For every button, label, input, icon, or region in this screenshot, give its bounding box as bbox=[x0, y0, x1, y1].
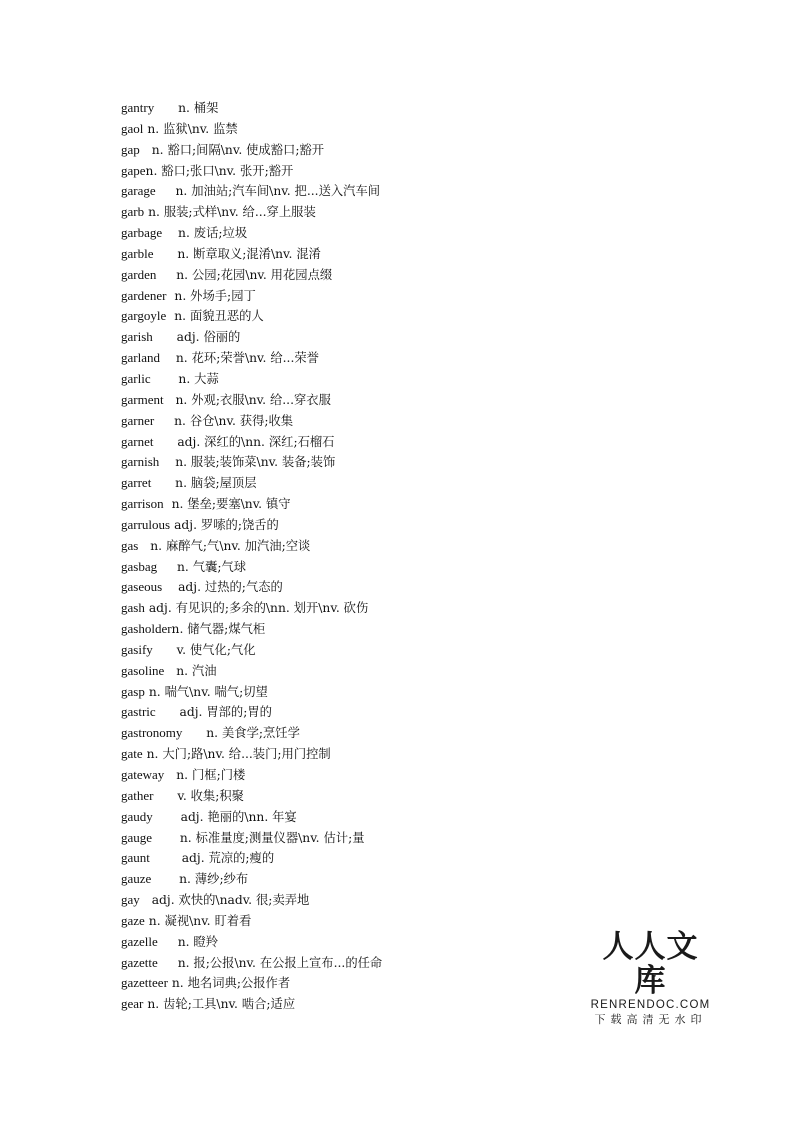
entry-word: gate bbox=[121, 746, 143, 762]
entry-separator bbox=[164, 496, 172, 511]
entry-separator bbox=[164, 767, 176, 782]
dictionary-entry bbox=[121, 452, 641, 473]
entry-definition: n. 标准量度;测量仪器\nv. 估计;量 bbox=[179, 830, 365, 845]
entry-definition: n. 面貌丑恶的人 bbox=[174, 309, 264, 324]
entry-word: gay bbox=[121, 892, 140, 908]
entry-word: gasify bbox=[121, 641, 153, 657]
entry-definition: n. 汽油 bbox=[176, 663, 217, 678]
entry-definition: n. 地名词典;公报作者 bbox=[171, 976, 291, 991]
dictionary-entry-list bbox=[121, 98, 641, 1015]
entry-word: gauge bbox=[121, 829, 153, 845]
entry-separator bbox=[154, 413, 174, 428]
entry-word: gateway bbox=[121, 767, 165, 782]
entry-definition: n. 加油站;汽车间\nv. 把...送入汽车间 bbox=[175, 184, 381, 199]
dictionary-entry bbox=[121, 619, 641, 640]
entry-definition: adj. 欢快的\nadv. 很;卖弄地 bbox=[151, 893, 310, 908]
entry-word: garlic bbox=[121, 370, 151, 386]
entry-word: gasbag bbox=[121, 558, 158, 574]
entry-separator bbox=[162, 579, 178, 594]
entry-word: garrison bbox=[121, 496, 164, 512]
entry-separator bbox=[156, 267, 176, 282]
entry-word: garb bbox=[121, 204, 145, 220]
dictionary-entry bbox=[121, 119, 641, 140]
entry-separator bbox=[151, 475, 175, 490]
entry-definition: n. 豁口;张口\nv. 张开;豁开 bbox=[145, 163, 294, 178]
dictionary-entry bbox=[121, 390, 641, 411]
entry-word: garage bbox=[121, 183, 156, 199]
entry-definition: adj. 胃部的;胃的 bbox=[179, 705, 272, 720]
dictionary-entry bbox=[121, 181, 641, 202]
entry-separator bbox=[151, 371, 179, 386]
entry-word: garble bbox=[121, 245, 154, 261]
entry-separator bbox=[158, 934, 178, 949]
entry-word: gazelle bbox=[121, 933, 158, 949]
entry-definition: n. 花环;荣誉\nv. 给...荣誉 bbox=[175, 351, 319, 366]
entry-word: garret bbox=[121, 475, 152, 491]
entry-word: garner bbox=[121, 412, 155, 428]
entry-word: garden bbox=[121, 266, 157, 282]
entry-definition: n. 美食学;烹饪学 bbox=[206, 726, 300, 741]
dictionary-entry bbox=[121, 411, 641, 432]
entry-separator bbox=[153, 642, 177, 657]
dictionary-entry bbox=[121, 994, 641, 1015]
entry-definition: adj. 深红的\nn. 深红;石榴石 bbox=[177, 434, 335, 449]
entry-definition: n. 瞪羚 bbox=[177, 934, 219, 949]
dictionary-entry bbox=[121, 848, 641, 869]
entry-definition: n. 储气器;煤气柜 bbox=[171, 622, 266, 637]
entry-definition: n. 谷仓\nv. 获得;收集 bbox=[174, 413, 294, 428]
entry-word: gastronomy bbox=[121, 725, 183, 741]
dictionary-entry bbox=[121, 265, 641, 286]
entry-definition: n. 外观;衣服\nv. 给...穿衣服 bbox=[175, 392, 331, 407]
entry-separator bbox=[152, 830, 180, 845]
entry-word: gazette bbox=[121, 954, 158, 970]
entry-separator bbox=[138, 538, 150, 553]
dictionary-entry bbox=[121, 682, 641, 703]
dictionary-entry bbox=[121, 98, 641, 119]
entry-word: gaunt bbox=[121, 850, 150, 866]
entry-word: garish bbox=[121, 329, 153, 345]
entry-definition: n. 齿轮;工具\nv. 啮合;适应 bbox=[147, 997, 296, 1012]
dictionary-entry bbox=[121, 786, 641, 807]
entry-definition: n. 大门;路\nv. 给...装门;用门控制 bbox=[146, 747, 331, 762]
dictionary-entry bbox=[121, 765, 641, 786]
entry-definition: n. 薄纱;纱布 bbox=[179, 872, 249, 887]
entry-separator bbox=[164, 392, 176, 407]
dictionary-entry bbox=[121, 515, 641, 536]
entry-separator bbox=[153, 246, 177, 261]
entry-definition: n. 外场手;园丁 bbox=[174, 288, 256, 303]
entry-definition: n. 脑袋;屋顶层 bbox=[175, 476, 257, 491]
dictionary-entry bbox=[121, 807, 641, 828]
dictionary-entry bbox=[121, 202, 641, 223]
entry-word: garrulous bbox=[121, 516, 171, 532]
entry-word: garnish bbox=[121, 454, 160, 470]
entry-word: gasoline bbox=[121, 662, 165, 678]
entry-separator bbox=[154, 100, 178, 115]
dictionary-entry bbox=[121, 828, 641, 849]
entry-word: gas bbox=[121, 537, 139, 553]
entry-word: garnet bbox=[121, 433, 154, 449]
entry-separator bbox=[157, 559, 177, 574]
entry-separator bbox=[166, 308, 174, 323]
entry-separator bbox=[153, 329, 177, 344]
dictionary-entry bbox=[121, 557, 641, 578]
entry-definition: n. 服装;式样\nv. 给...穿上服装 bbox=[148, 205, 316, 220]
entry-separator bbox=[151, 871, 179, 886]
entry-word: gaol bbox=[121, 120, 144, 136]
dictionary-entry bbox=[121, 473, 641, 494]
dictionary-entry bbox=[121, 953, 641, 974]
dictionary-entry bbox=[121, 369, 641, 390]
dictionary-entry bbox=[121, 744, 641, 765]
dictionary-entry bbox=[121, 140, 641, 161]
entry-separator bbox=[153, 434, 177, 449]
entry-word: garland bbox=[121, 350, 160, 366]
dictionary-entry bbox=[121, 702, 641, 723]
entry-definition: n. 大蒜 bbox=[178, 371, 219, 386]
dictionary-entry bbox=[121, 598, 641, 619]
entry-definition: n. 公园;花园\nv. 用花园点缀 bbox=[176, 267, 333, 282]
entry-separator bbox=[160, 350, 176, 365]
entry-definition: n. 气囊;气球 bbox=[176, 559, 247, 574]
entry-word: gastric bbox=[121, 704, 156, 720]
dictionary-entry bbox=[121, 244, 641, 265]
entry-definition: n. 监狱\nv. 监禁 bbox=[147, 121, 238, 136]
entry-definition: n. 门框;门楼 bbox=[176, 768, 246, 782]
entry-definition: n. 服装;装饰菜\nv. 装备;装饰 bbox=[175, 455, 336, 470]
entry-definition: v. 使气化;气化 bbox=[176, 642, 256, 657]
watermark-url: RENRENDOC.COM bbox=[590, 999, 711, 1011]
dictionary-entry bbox=[121, 536, 641, 557]
dictionary-entry bbox=[121, 577, 641, 598]
entry-definition: adj. 过热的;气态的 bbox=[178, 580, 283, 595]
entry-separator bbox=[162, 225, 178, 240]
entry-definition: n. 凝视\nv. 盯着看 bbox=[148, 913, 252, 928]
entry-definition: adj. 荒凉的;瘦的 bbox=[181, 851, 275, 866]
entry-separator bbox=[158, 955, 178, 970]
entry-definition: n. 断章取义;混淆\nv. 混淆 bbox=[177, 246, 321, 261]
dictionary-entry bbox=[121, 640, 641, 661]
entry-word: garbage bbox=[121, 225, 163, 241]
entry-word: gardener bbox=[121, 287, 167, 303]
entry-word: gaze bbox=[121, 912, 145, 928]
dictionary-entry bbox=[121, 723, 641, 744]
entry-definition: n. 豁口;间隔\nv. 使成豁口;豁开 bbox=[151, 142, 325, 157]
watermark-tagline: 下载高清无水印 bbox=[594, 1013, 707, 1026]
entry-separator bbox=[182, 725, 206, 740]
dictionary-entry bbox=[121, 348, 641, 369]
entry-definition: n. 废话;垃圾 bbox=[178, 226, 248, 241]
entry-separator bbox=[164, 663, 176, 678]
entry-separator bbox=[153, 809, 181, 824]
entry-definition: n. 报;公报\nv. 在公报上宣布...的任命 bbox=[177, 955, 383, 970]
dictionary-entry bbox=[121, 161, 641, 182]
entry-definition: adj. 罗嗦的;饶舌的 bbox=[174, 517, 279, 532]
entry-separator bbox=[156, 704, 180, 719]
entry-definition: n. 喘气\nv. 喘气;切望 bbox=[148, 684, 268, 699]
entry-definition: adj. 有见识的;多余的\nn. 划开\nv. 砍伤 bbox=[148, 601, 369, 616]
entry-separator bbox=[156, 183, 176, 198]
entry-word: gear bbox=[121, 996, 144, 1012]
entry-word: garment bbox=[121, 391, 164, 407]
dictionary-entry bbox=[121, 494, 641, 515]
entry-word: gasp bbox=[121, 683, 145, 699]
entry-definition: adj. 艳丽的\nn. 年宴 bbox=[180, 809, 297, 824]
entry-separator bbox=[150, 850, 182, 865]
dictionary-entry bbox=[121, 432, 641, 453]
entry-word: gasholder bbox=[121, 621, 172, 637]
entry-word: gap bbox=[121, 141, 140, 157]
dictionary-entry bbox=[121, 286, 641, 307]
entry-word: gaseous bbox=[121, 579, 163, 595]
entry-word: gantry bbox=[121, 100, 155, 115]
entry-word: gape bbox=[121, 162, 146, 178]
watermark bbox=[588, 930, 713, 1027]
entry-separator bbox=[153, 788, 177, 803]
dictionary-entry bbox=[121, 661, 641, 682]
entry-word: gargoyle bbox=[121, 308, 167, 324]
entry-word: gauze bbox=[121, 871, 152, 887]
dictionary-entry bbox=[121, 890, 641, 911]
entry-separator bbox=[140, 892, 152, 907]
dictionary-entry bbox=[121, 911, 641, 932]
dictionary-entry bbox=[121, 327, 641, 348]
watermark-logo: 人人文库 bbox=[602, 929, 699, 999]
entry-word: gazetteer bbox=[121, 975, 168, 991]
dictionary-entry bbox=[121, 223, 641, 244]
dictionary-entry bbox=[121, 973, 641, 994]
entry-word: gash bbox=[121, 600, 145, 616]
entry-separator bbox=[159, 454, 175, 469]
entry-definition: adj. 俗丽的 bbox=[176, 330, 241, 345]
entry-definition: n. 桶架 bbox=[178, 101, 219, 115]
entry-separator bbox=[140, 142, 152, 157]
dictionary-entry bbox=[121, 306, 641, 327]
entry-definition: n. 堡垒;要塞\nv. 镇守 bbox=[171, 497, 291, 512]
dictionary-entry bbox=[121, 869, 641, 890]
entry-word: gather bbox=[121, 787, 154, 803]
entry-word: gaudy bbox=[121, 808, 153, 824]
dictionary-entry bbox=[121, 932, 641, 953]
entry-definition: v. 收集;积聚 bbox=[177, 788, 244, 803]
entry-definition: n. 麻醉气;气\nv. 加汽油;空谈 bbox=[150, 538, 311, 553]
